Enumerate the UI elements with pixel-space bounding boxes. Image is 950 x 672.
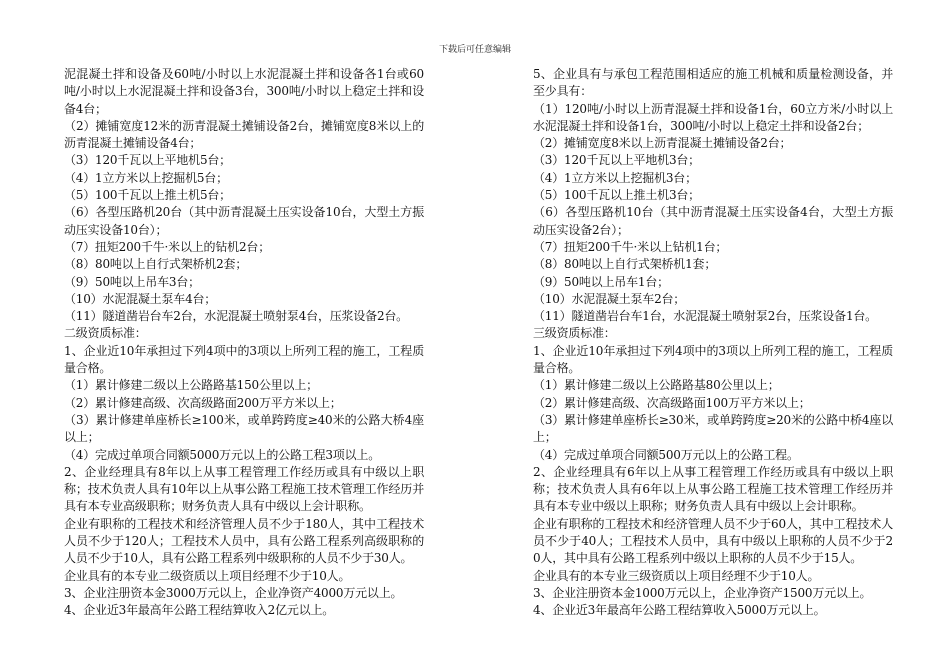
paragraph: （8）80吨以上自行式架桥机2套； bbox=[64, 257, 248, 272]
paragraph: （6）各型压路机20台（其中沥青混凝土压实设备10台，大型土方振动压实设备10台）； bbox=[64, 205, 424, 237]
paragraph: 企业有职称的工程技术和经济管理人员不少于180人，其中工程技术人员不少于120人；工程技术人员中，具有公路工程系列高级职称的人员不少于10人，具有公路工程系列中级职称的人员不少于30人。 bbox=[64, 516, 424, 566]
paragraph: 5、企业具有与承包工程范围相适应的施工机械和质量检测设备，并至少具有： bbox=[533, 67, 893, 99]
paragraph: 1、企业近10年承担过下列4项中的3项以上所列工程的施工，工程质量合格。 bbox=[64, 343, 424, 376]
section-heading: 二级资质标准： bbox=[64, 326, 147, 341]
paragraph: （4）完成过单项合同额500万元以上的公路工程。 bbox=[533, 447, 799, 462]
paragraph: （2）累计修建高级、次高级路面200万平方米以上； bbox=[64, 395, 342, 410]
paragraph: （2）摊铺宽度8米以上沥青混凝土摊铺设备2台； bbox=[533, 136, 792, 151]
paragraph: 2、企业经理具有6年以上从事工程管理工作经历或具有中级以上职称；技术负责人具有6年以上从事公路工程施工技术管理工作经历并具有本专业中级以上职称；财务负责人具有中级以上会计职称。 bbox=[533, 464, 893, 514]
paragraph: 企业有职称的工程技术和经济管理人员不少于60人，其中工程技术人员不少于40人；工程技术人员中，具有中级以上职称的人员不少于20人，其中具有公路工程系列中级以上职称的人员不少于15人。 bbox=[533, 516, 893, 566]
left-column bbox=[64, 66, 424, 620]
paragraph: （3）120千瓦以上平地机5台； bbox=[64, 153, 231, 168]
paragraph: 3、企业注册资本金3000万元以上，企业净资产4000万元以上。 bbox=[64, 585, 403, 600]
paragraph: （3）累计修建单座桥长≥30米，或单跨跨度≥20米的公路中桥4座以上； bbox=[533, 412, 893, 445]
paragraph: 3、企业注册资本金1000万元以上，企业净资产1500万元以上。 bbox=[533, 585, 872, 600]
paragraph: （4）1立方米以上挖掘机3台； bbox=[533, 170, 697, 185]
paragraph: （3）120千瓦以上平地机3台； bbox=[533, 153, 700, 168]
page-header: 下载后可任意编辑 bbox=[438, 45, 511, 55]
paragraph: （5）100千瓦以上推土机3台； bbox=[533, 188, 700, 203]
paragraph: 2、企业经理具有8年以上从事工程管理工作经历或具有中级以上职称；技术负责人具有10年以上从事公路工程施工技术管理工作经历并具有本专业高级职称；财务负责人具有中级以上会计职称。 bbox=[64, 464, 424, 514]
paragraph: （11）隧道凿岩台车2台，水泥混凝土喷射泵4台，压浆设备2台。 bbox=[64, 309, 408, 324]
paragraph: 4、企业近3年最高年公路工程结算收入2亿元以上。 bbox=[64, 603, 335, 618]
paragraph: 1、企业近10年承担过下列4项中的3项以上所列工程的施工，工程质量合格。 bbox=[533, 343, 893, 376]
paragraph: （4）1立方米以上挖掘机5台； bbox=[64, 170, 228, 185]
paragraph: （9）50吨以上吊车3台； bbox=[64, 274, 200, 289]
paragraph: （6）各型压路机10台（其中沥青混凝土压实设备4台，大型土方振动压实设备2台）； bbox=[533, 205, 893, 237]
paragraph: （1）120吨/小时以上沥青混凝土拌和设备1台，60立方米/小时以上水泥混凝土拌和设备1台，300吨/小时以上稳定土拌和设备2台； bbox=[533, 101, 893, 133]
paragraph: （7）扭矩200千牛·米以上的钻机2台； bbox=[64, 239, 270, 254]
paragraph: （1）累计修建二级以上公路路基80公里以上； bbox=[533, 378, 780, 393]
paragraph: 企业具有的本专业二级资质以上项目经理不少于10人。 bbox=[64, 568, 351, 583]
paragraph: （2）摊铺宽度12米的沥青混凝土摊铺设备2台，摊铺宽度8米以上的沥青混凝土摊铺设备4台； bbox=[64, 118, 424, 151]
paragraph: （9）50吨以上吊车1台； bbox=[533, 274, 669, 289]
paragraph: （1）累计修建二级以上公路路基150公里以上； bbox=[64, 378, 318, 393]
paragraph: 4、企业近3年最高年公路工程结算收入5000万元以上。 bbox=[533, 603, 826, 618]
paragraph: （5）100千瓦以上推土机5台； bbox=[64, 188, 231, 203]
section-heading: 三级资质标准： bbox=[533, 326, 616, 341]
right-column bbox=[533, 66, 893, 620]
paragraph: 泥混凝土拌和设备及60吨/小时以上水泥混凝土拌和设备各1台或60吨/小时以上水泥混凝土拌和设备3台，300吨/小时以上稳定土拌和设备4台； bbox=[64, 67, 424, 116]
paragraph: （2）累计修建高级、次高级路面100万平方米以上； bbox=[533, 395, 811, 410]
paragraph: （8）80吨以上自行式架桥机1套； bbox=[533, 257, 717, 272]
paragraph: （11）隧道凿岩台车1台，水泥混凝土喷射泵2台，压浆设备1台。 bbox=[533, 309, 877, 324]
paragraph: （7）扭矩200千牛·米以上钻机1台； bbox=[533, 239, 728, 254]
paragraph: （3）累计修建单座桥长≥100米，或单跨跨度≥40米的公路大桥4座以上； bbox=[64, 412, 424, 445]
paragraph: （10）水泥混凝土泵车4台； bbox=[64, 291, 217, 306]
paragraph: 企业具有的本专业三级资质以上项目经理不少于10人。 bbox=[533, 568, 820, 583]
paragraph: （10）水泥混凝土泵车2台； bbox=[533, 291, 686, 306]
paragraph: （4）完成过单项合同额5000万元以上的公路工程3项以上。 bbox=[64, 447, 381, 462]
